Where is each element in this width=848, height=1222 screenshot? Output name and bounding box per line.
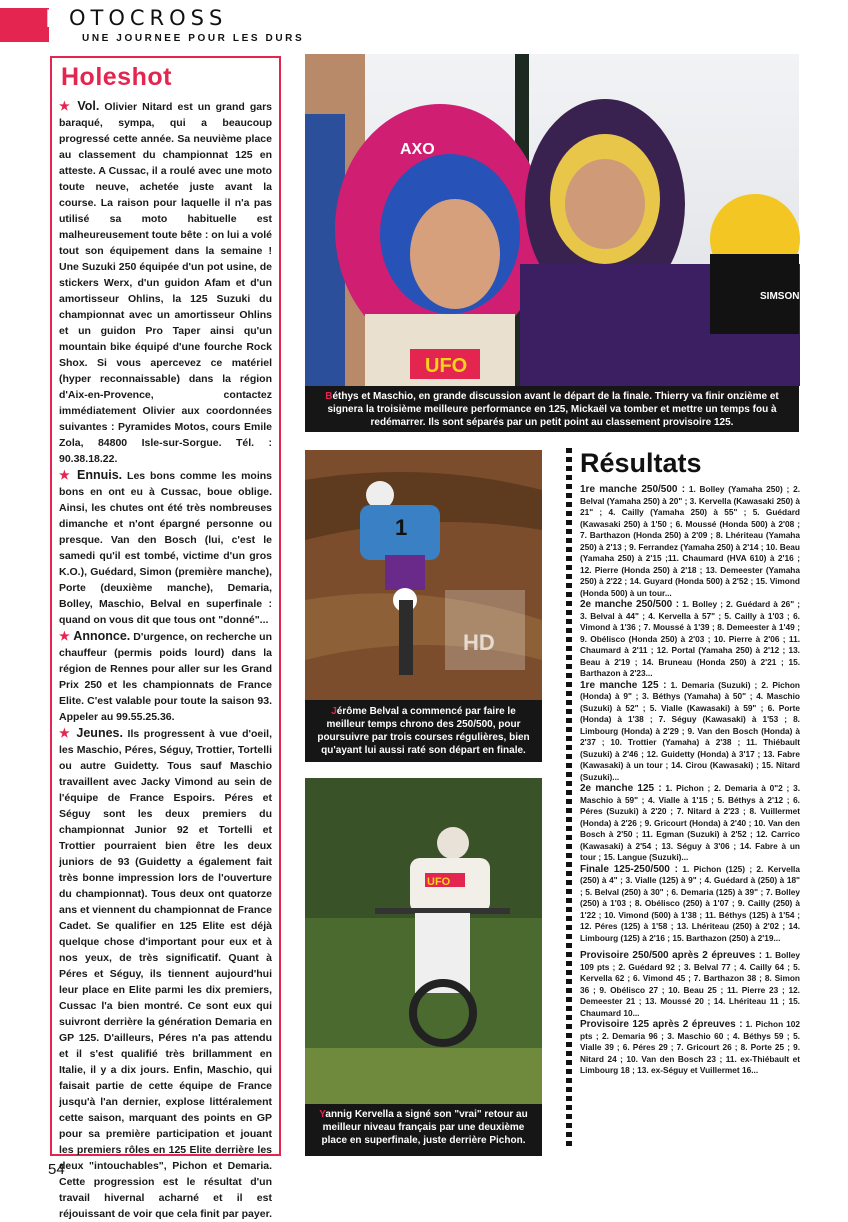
brand-rest: OTOCROSS: [69, 6, 228, 30]
header-color-band: [0, 8, 49, 42]
result-heading: Finale 125-250/500 :: [580, 863, 679, 875]
riders-portrait-illustration: [305, 54, 828, 386]
star-icon: ★: [59, 99, 78, 113]
item-text: Les bons comme les moins bons en ont eu à Cussac, boue oblige. Ainsi, les chutes ont été très nombreuses dimanche et n'ont épargné personne ou presque. Van den Bosch (lui, c'est le samedi qu'il est tombé, victime d'un gros K.O.), Guédard, Simon (première manche), Porte (deuxième manche), Demaria, Bolley, Maschio, Belval en superfinale : quand on vous dit que tous ont "donné"...: [59, 470, 272, 626]
result-heading: Provisoire 250/500 après 2 épreuves :: [580, 950, 763, 961]
item-text: Olivier Nitard est un grand gars baraqué, sympa, qui a beaucoup progressé cette année. Sa neuvième place au classement du championnat 125 en atteste. A Cussac, il a roulé avec une moto toute neuve, achetée juste avant la course. La raison pour laquelle il n'a pas utilisé sa moto habituelle est malheureusement toute bête : on lui a volé tout son équipement dans la semaine ! Une Suzuki 250 équipée d'un pot usine, de stickers Werx, d'un guidon Afam et d'un amortisseur Ohlins, la 125 Suzuki du championnat avec un amortisseur Ohlins et un guidon Pro Taper ainsi qu'un mountain bike équipé d'une fourche Rock Shox. Si vous apercevez ce matériel (hyper reconnaissable) dans la région d'Aix-en-Provence, contactez immédiatement Olivier aux coordonnées suivantes : Pyramides Motos, cours Emile Zola, 84800 Isle-sur-Sorgue. Tél. : 90.38.18.22.: [59, 101, 272, 465]
belval-riding-photo: [305, 450, 542, 700]
holeshot-item: [59, 98, 272, 467]
result-section: [580, 680, 800, 784]
item-text: Ils progressent à vue d'oeil, les Maschio, Péres, Séguy, Trottier, Tortelli ou autre Guidetty. Tous sauf Maschio travaillent avec Jacky Vimond au sein de l'équipe de France Espoirs. Péres et Séguy sont les deux premiers du championnat Junior 92 et Tortelli et Trottier pourraient bien être les deux juniors de 93 (Guidetty a également fait très bonne impression lors de l'ouverture du championnat). Tous deux ont quatorze ans et viennent du championnat de France Cadet. Se qualifier en 125 Elite est déjà quelque chose d'important pour eux et à nos yeux, de très significatif. Quant à Péres et Séguy, ils tiennent aujourd'hui leur place en Elite parmi les dix premiers, Cussac l'a bien montré. Ce sont eux qui suivront derrière la génération Demaria en GP 125. D'ailleurs, Péres n'a pas attendu et il s'est qualifié très brillamment en Italie, il y a dix jours. Enfin, Maschio, qui faisait partie de cette équipe de France jusqu'à l'an dernier, explose littéralement cette saison, marquant des points en GP pour sa première participation et jouant les premiers rôles en 125 Elite derrière les deux "intouchables", Pichon et Demaria. Cette progression est le résultat d'un travail hivernal acharné et il est réjouissant de voir que cela finit par payer.: [59, 728, 273, 1220]
riders-portrait-photo: [305, 54, 828, 386]
kervella-riding-photo: [305, 778, 542, 1104]
result-heading: 1re manche 125 :: [580, 679, 667, 691]
result-heading: Provisoire 125 après 2 épreuves :: [580, 1019, 743, 1030]
caption-text: éthys et Maschio, en grande discussion avant le départ de la finale. Thierry va finir onzième et signera la troisième meilleure performance en 125, Mickaël va tomber et mettre un temps fou à redémarrer. Ils sont séparés par un petit point au classement provisoire 125.: [327, 391, 779, 428]
results-title: Résultats: [580, 448, 702, 478]
result-text: 1. Demaria (Suzuki) ; 2. Pichon (Honda) à 9" ; 3. Béthys (Yamaha) à 50" ; 4. Maschio (Suzuki) à 52" ; 5. Vialle (Kawasaki) à 59" ; 6. Porte (Honda) à 1'38 ; 7. Séguy (Kawasaki) à 1'53 ; 8. Limbourg (Honda) à 2'29 ; 9. Van den Bosch (Honda) à 2'37 ; 10. Trottier (Yamaha) à 2'38 ; 11. Thiébault (Suzuki) à 2'46 ; 12. Guidetty (Honda) à 3'17 ; 13. Fabre (Kawasaki) à un tour ; 14. Cirou (Kawasaki) ; 15. Nitard (Suzuki)...: [580, 679, 800, 782]
bike-sticker: UFO: [427, 876, 451, 888]
result-section: [580, 864, 800, 945]
muddy-track-illustration: [305, 450, 542, 700]
result-text: 1. Pichon 102 pts ; 2. Demaria 96 ; 3. Maschio 60 ; 4. Béthys 59 ; 5. Vialle 39 ; 6. Péres 29 ; 7. Gricourt 26 ; 8. Porte 25 ; 9. Nitard 24 ; 10. Van den Bosch 23 ; 11. ex-Thiébault et Limbourg 18 ; 13. ex-Séguy et Vuillermet 16...: [580, 1019, 800, 1075]
caption-bottom: [305, 1104, 542, 1156]
grass-track-illustration: [305, 778, 542, 1104]
result-section: [580, 599, 800, 680]
result-heading: 1re manche 250/500 :: [580, 484, 686, 495]
result-text: 1. Pichon (125) ; 2. Kervella (250) à 4" ; 3. Vialle (125) à 9" ; 4. Guédard à (250) à 18" ; 5. Belval (250) à 30" ; 6. Demaria (125) à 39" ; 7. Bolley (250) à 1'03 ; 8. Obélisco (250) à 1'07 ; 9. Cailly (250) à 1'22 ; 10. Vimond (500) à 1'38 ; 11. Béthys (125) à 1'54 ; 12. Péres (125) à 1'58 ; 13. Lhériteau (250) à 2'02 ; 14. Limbourg (125) à 2'16 ; 15. Barthazon (250) à 2'19...: [580, 863, 800, 943]
dotted-rule: [566, 448, 572, 1148]
section-subtitle: UNE JOURNEE POUR LES DURS: [82, 33, 305, 44]
caption-initial: Y: [319, 1109, 326, 1120]
caption-initial: B: [325, 391, 333, 402]
caption-middle: [305, 700, 542, 762]
result-section: [580, 950, 800, 1019]
caption-initial: J: [331, 706, 337, 717]
item-keyword: Vol.: [77, 99, 100, 113]
item-keyword: Ennuis.: [77, 468, 123, 482]
result-text: 1. Bolley (Yamaha 250) ; 2. Belval (Yamaha 250) à 20" ; 3. Kervella (Kawasaki 250) à 21" ; 4. Cailly (Yamaha 250) à 55" ; 5. Guédard (Kawasaki 250) à 1'50 ; 6. Moussé (Honda 500) à 2'08 ; 7. Barthazon (Honda 250) à 2'09 ; 8. Lhériteau (Yamaha 250) à 2'13 ; 9. Ferrandez (Yamaha 250) à 2'14 ; 10. Beau (Yamaha 250) à 2'15 ;11. Chaumard (HVA 610) à 2'16 ; 12. Pierre (Honda 250) à 2'18 ; 13. Demeester (Yamaha 250) à 2'22 ; 14. Guyard (Honda 500) à 2'52 ; 15. Vimond (Honda 500) à un tour...: [580, 484, 801, 598]
result-heading: 2e manche 250/500 :: [580, 599, 680, 610]
magazine-section-title: [45, 5, 228, 33]
result-section: [580, 484, 800, 599]
item-text: D'urgence, on recherche un chauffeur (permis poids lourd) dans la région de Rennes pour aller sur les Grand Prix 250 et les championnats de France Elite. C'est valable pour toute la saison 93. Appeler au 99.55.25.36.: [59, 631, 273, 723]
page-number: 54: [48, 1161, 65, 1178]
item-keyword: Annonce.: [73, 629, 131, 643]
item-keyword: Jeunes.: [76, 726, 123, 740]
result-section: [580, 783, 800, 864]
holeshot-item: [59, 725, 272, 1222]
helmet-logo: AXO: [400, 141, 435, 158]
result-heading: 2e manche 125 :: [580, 783, 662, 794]
race-plate-number: 1: [395, 515, 408, 540]
badge-logo: SIMSON FLEX: [760, 291, 828, 302]
holeshot-item: [59, 467, 272, 628]
watermark: HD: [463, 630, 495, 655]
results-column: [566, 448, 800, 1156]
star-icon: ★: [59, 726, 77, 740]
star-icon: ★: [59, 468, 78, 482]
holeshot-title: Holeshot: [61, 63, 172, 91]
result-text: 1. Bolley 109 pts ; 2. Guédard 92 ; 3. Belval 77 ; 4. Cailly 64 ; 5. Kervella 62 ; 6. Vimond 45 ; 7. Barthazon 38 ; 8. Simon 36 ; 9. Obélisco 27 ; 10. Beau 25 ; 11. Pierre 23 ; 12. Demeester 21 ; 13. Moussé 20 ; 14. Lhériteau 11 ; 15. Chaumard 10...: [580, 950, 800, 1018]
result-text: 1. Bolley ; 2. Guédard à 26" ; 3. Belval à 44" ; 4. Kervella à 57" ; 5. Cailly à 1'03 ; 6. Vimond à 1'36 ; 7. Moussé à 1'39 ; 8. Demeester à 1'49 ; 9. Obélisco (Honda 250) à 2'03 ; 10. Pierre à 2'06 ; 11. Chaumard à 2'11 ; 12. Portal (Yamaha 250) à 2'12 ; 13. Beau à 2'19 ; 14. Bruneau (Honda 250) à 2'21 ; 15. Barthazon à 2'23...: [580, 599, 800, 678]
result-text: 1. Pichon ; 2. Demaria à 0"2 ; 3. Maschio à 59" ; 4. Vialle à 1'15 ; 5. Béthys à 2'12 ; 6. Péres (Suzuki) à 2'20 ; 7. Nitard à 2'23 ; 8. Vuillermet (Honda) à 2'26 ; 9. Gricourt (Honda) à 2'40 ; 10. Van den Bosch à 2'50 ; 11. Egman (Suzuki) à 2'52 ; 12. Carrico (Kawasaki) à 2'54 ; 13. Séguy à 3'06 ; 14. Fabre à un tour ; 15. Langue (Suzuki)...: [580, 783, 801, 862]
caption-text: érôme Belval a commencé par faire le meilleur temps chrono des 250/500, pour poursuivre par trois courses régulières, bien qu'ayant lui aussi raté son départ en finale.: [317, 706, 530, 756]
jersey-logo: UFO: [425, 355, 468, 377]
result-section: [580, 1019, 800, 1077]
caption-top: [305, 386, 799, 432]
results-body: [580, 484, 800, 1077]
caption-text: annig Kervella a signé son "vrai" retour au meilleur niveau français par une deuxième place en superfinale, juste derrière Pichon.: [321, 1109, 528, 1146]
brand-initial: M: [45, 5, 71, 33]
holeshot-item: [59, 628, 272, 725]
star-icon: ★: [59, 629, 74, 643]
